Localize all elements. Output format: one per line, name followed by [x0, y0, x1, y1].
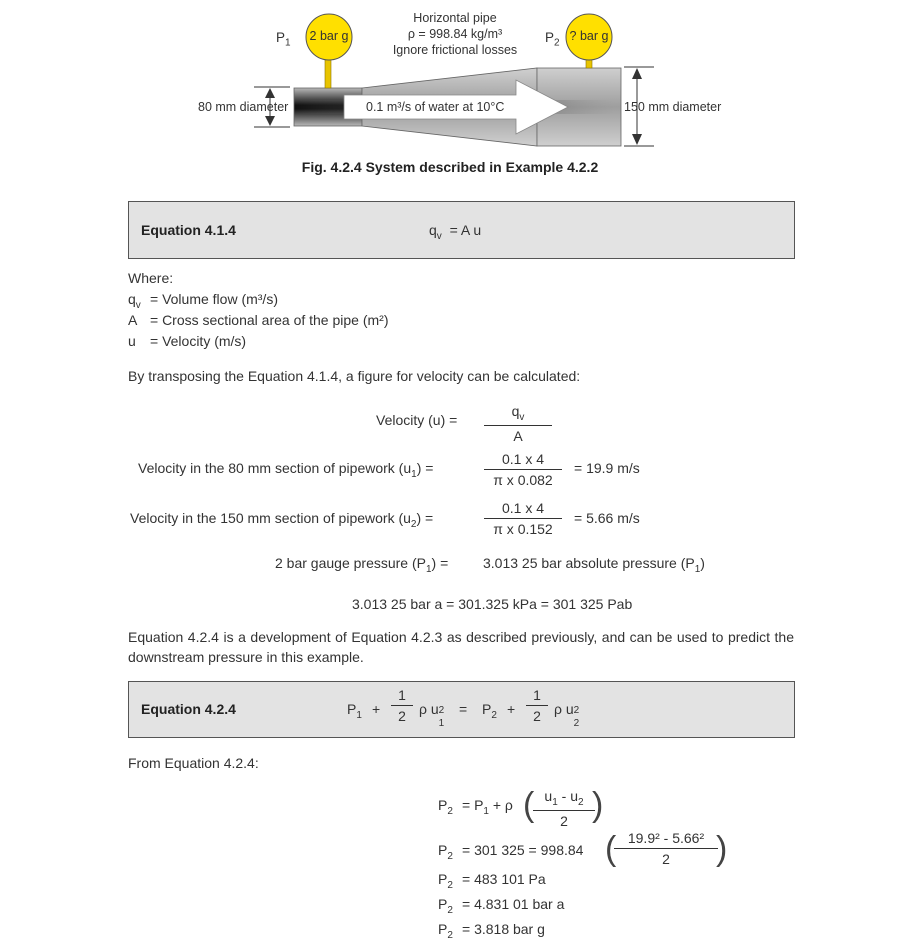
solution-rhs-2: = 301 325 = 998.84 [462, 842, 584, 858]
figure-caption: Fig. 4.2.4 System described in Example 4.2.2 [301, 159, 599, 175]
equation-4-1-4-formula: $q_v = A$ u [429, 222, 482, 242]
solution-rhs-4: = 4.831 01 bar a [462, 896, 565, 912]
solution-rhs-5: = 3.818 bar g [462, 921, 545, 937]
gauge1-value: 2 bar g [309, 29, 349, 43]
notes-line2: ρ = 998.84 kg/m³ [407, 27, 503, 41]
gauge1-stem [325, 58, 331, 88]
eq424-plus1: + [372, 701, 381, 717]
eq424-half2-den: 2 [526, 705, 548, 724]
close-paren-1: ) [592, 786, 604, 824]
velocity-fraction [484, 403, 552, 444]
eq424-half2 [526, 687, 548, 724]
open-paren-1: ( [523, 786, 535, 824]
eq424-plus2: + [507, 701, 516, 717]
from-equation-text: From Equation 4.2.4: [128, 755, 259, 771]
velocity-u1-lhs: Velocity in the 80 mm section of pipework $(u_1)$ = [138, 460, 434, 480]
velocity-u2-lhs: Velocity in the 150 mm section of pipework $(u_2)$ = [130, 510, 434, 530]
velocity-u1-denominator: π x 0.082 [484, 469, 562, 488]
eq424-half2-num: 1 [533, 687, 541, 703]
gauge2-label: $P_2$ [545, 30, 560, 49]
velocity-u2-fraction [484, 500, 562, 537]
development-paragraph: Equation 4.2.4 is a development of Equation 4.2.3 as described previously, and can be used to predict the downstream pressure in this example. [128, 629, 794, 665]
where-item-qv-desc: = Volume flow (m³/s) [150, 291, 278, 307]
close-paren-2: ) [716, 830, 728, 868]
velocity-u1-numerator: 0.1 x 4 [501, 451, 545, 467]
eq424-half1 [391, 687, 413, 724]
flow-label: 0.1 m³/s of water at 10°C [366, 100, 505, 114]
solution-fraction-2-num: 19.9² - 5.66² [627, 830, 705, 846]
velocity-denominator: A [484, 425, 552, 444]
eq424-p2: $P_2$ [482, 701, 497, 721]
right-diameter-label: 150 mm diameter [624, 100, 722, 114]
solution-fraction-2-den: 2 [614, 848, 718, 867]
open-paren-2: ( [605, 830, 617, 868]
solution-fraction-1-den: 2 [533, 810, 595, 829]
solution-fraction-2 [614, 830, 718, 867]
where-item-u-desc: = Velocity (m/s) [150, 333, 247, 349]
solution-rhs-3: = 483 101 Pa [462, 871, 546, 887]
equation-4-2-4-box [128, 681, 795, 738]
eq424-p1: $P_1$ [347, 701, 362, 721]
velocity-u1-fraction [484, 451, 562, 488]
notes-line3: Ignore frictional losses [392, 43, 518, 57]
transpose-paragraph: By transposing the Equation 4.1.4, a figure for velocity can be calculated: [128, 368, 581, 384]
velocity-u1-result: = 19.9 m/s [574, 460, 640, 476]
where-item-a-desc: = Cross sectional area of the pipe (m²) [150, 312, 389, 328]
solution-p2-5: $P_2$ [438, 921, 453, 941]
gauge1-label: $P_1$ [276, 30, 291, 49]
eq424-rho-u1: ρ u 2 1 [419, 701, 445, 729]
gauge2-value: ? bar g [569, 29, 609, 43]
eq424-half1-den: 2 [391, 705, 413, 724]
eq424-rho-u2: ρ u 2 2 [554, 701, 580, 729]
where-heading: Where: [128, 270, 174, 286]
solution-rhs-1: = $P_1 + \rho$ [462, 797, 513, 817]
equation-4-1-4-box [128, 201, 795, 259]
velocity-lhs: Velocity (u) = [376, 412, 458, 428]
where-item-qv: $q_v$ [128, 291, 141, 311]
solution-p2-4: $P_2$ [438, 896, 453, 916]
eq424-half1-num: 1 [398, 687, 406, 703]
equation-4-1-4-label: Equation 4.1.4 [141, 222, 236, 238]
gauge-pressure-lhs: 2 bar gauge pressure $(P_1)$ = [275, 555, 449, 575]
velocity-numerator: $q_v$ [511, 403, 525, 423]
solution-p2-3: $P_2$ [438, 871, 453, 891]
eq424-equals: = [459, 701, 468, 717]
pipe-notes [370, 10, 540, 58]
velocity-u2-denominator: π x 0.152 [484, 518, 562, 537]
notes-line1: Horizontal pipe [413, 11, 497, 25]
left-diameter-label: 80 mm diameter [198, 100, 289, 114]
solution-fraction-1-num: $u_1 - u_2$ [544, 788, 584, 808]
solution-fraction-1 [533, 788, 595, 829]
where-item-a: A [128, 312, 138, 328]
absolute-pressure-rhs: 3.013 25 bar absolute pressure $(P_1)$ [483, 555, 705, 575]
velocity-u2-numerator: 0.1 x 4 [501, 500, 545, 516]
where-item-u: u [128, 333, 136, 349]
solution-p2-1: $P_2$ [438, 797, 453, 817]
equation-4-2-4-label: Equation 4.2.4 [141, 701, 236, 717]
velocity-u2-result: = 5.66 m/s [574, 510, 640, 526]
pressure-conversion: 3.013 25 bar a = 301.325 kPa = 301 325 Pab [352, 596, 633, 612]
solution-p2-2: $P_2$ [438, 842, 453, 862]
